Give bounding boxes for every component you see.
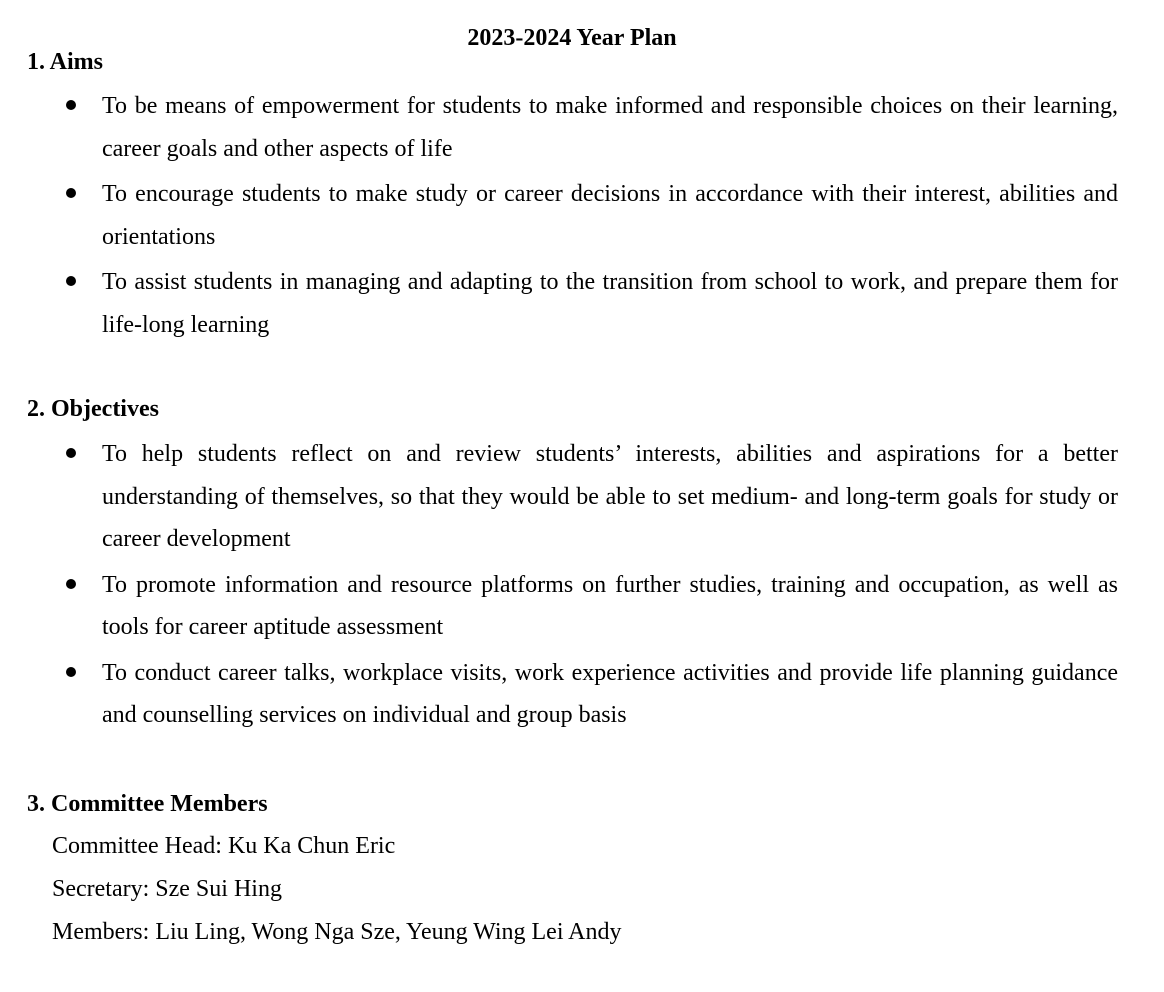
- list-item: [0, 433, 1164, 561]
- list-item-text: To assist students in managing and adapting to the transition from school to work, and prepare them for life-long learning: [102, 269, 1118, 338]
- committee-members-block: [52, 825, 622, 954]
- list-item-text: To promote information and resource platforms on further studies, training and occupation, as well as tools for career aptitude assessment: [102, 571, 1118, 640]
- section-heading-objectives: 2. Objectives: [27, 396, 159, 422]
- section-heading-aims: 1. Aims: [27, 49, 104, 75]
- bullet-icon: [66, 276, 76, 286]
- list-item: [0, 564, 1164, 649]
- bullet-icon: [66, 667, 76, 677]
- bullet-icon: [66, 100, 76, 110]
- list-item-text: To help students reflect on and review students’ interests, abilities and aspirations for a better understanding of themselves, so that they would be able to set medium- and long-term goals for study or career development: [102, 441, 1118, 552]
- list-item: [0, 261, 1164, 346]
- section-heading-committee-members: 3. Committee Members: [27, 791, 268, 817]
- list-item-text: To be means of empowerment for students to make informed and responsible choices on their learning, career goals and other aspects of life: [102, 93, 1118, 162]
- list-item-text: To encourage students to make study or career decisions in accordance with their interest, abilities and orientations: [102, 181, 1118, 250]
- page-title: 2023-2024 Year Plan: [467, 25, 677, 51]
- list-item: [0, 85, 1164, 170]
- aims-list: [0, 85, 1164, 349]
- members-line: Members: Liu Ling, Wong Nga Sze, Yeung Wing Lei Andy: [52, 919, 622, 945]
- list-item: [0, 173, 1164, 258]
- list-item: [0, 652, 1164, 737]
- bullet-icon: [66, 579, 76, 589]
- committee-head-line: Committee Head: Ku Ka Chun Eric: [52, 833, 396, 859]
- list-item-text: To conduct career talks, workplace visits, work experience activities and provide life planning guidance and counselling services on individual and group basis: [102, 659, 1118, 728]
- secretary-line: Secretary: Sze Sui Hing: [52, 876, 282, 902]
- bullet-icon: [66, 188, 76, 198]
- bullet-icon: [66, 448, 76, 458]
- objectives-list: [0, 433, 1164, 740]
